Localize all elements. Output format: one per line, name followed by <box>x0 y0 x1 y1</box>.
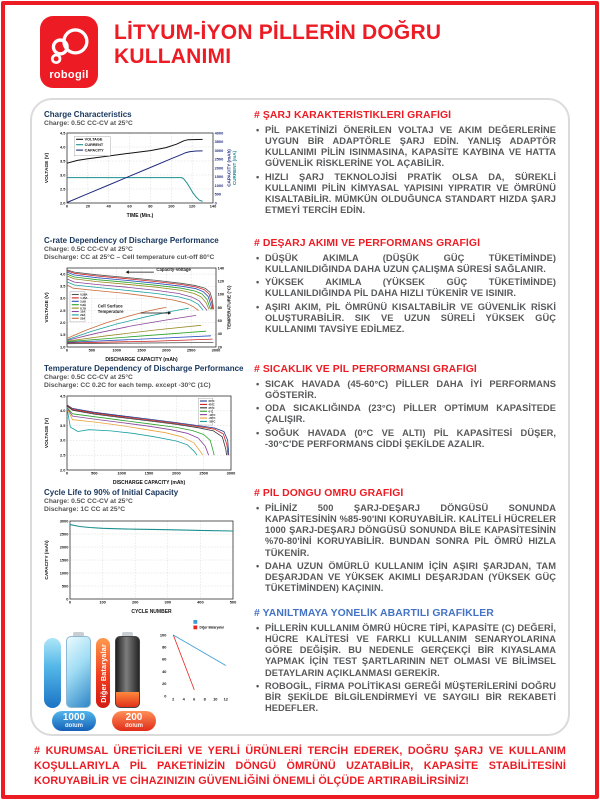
svg-text:6: 6 <box>193 696 196 702</box>
svg-text:40: 40 <box>106 203 111 209</box>
svg-text:1.0: 1.0 <box>59 344 66 350</box>
svg-text:500: 500 <box>88 347 96 353</box>
svg-text:2.0: 2.0 <box>59 319 66 325</box>
svg-text:3.0: 3.0 <box>59 295 66 301</box>
battery-body-full <box>66 636 91 708</box>
svg-text:Capacity-Voltage: Capacity-Voltage <box>156 267 191 273</box>
svg-text:1500: 1500 <box>59 557 69 563</box>
svg-text:3.5: 3.5 <box>59 158 66 164</box>
bullet: • PİLİNİZ 500 ŞARJ-DEŞARJ DÖNGÜSÜ SONUNDA KAPASİTESİNİN %85-90'INI KORUYABİLİR. KALİTELİ HÜCRELER 1000 ŞARJ-DEŞARJ DÖNGÜSÜ SONUNDA BİLE KAPASİTESİNİN %70-80'İNİ KORUYABİLİR. BUNDAN SONRA PİL ÖMRÜ HIZLA TÜKENİR. <box>265 503 556 559</box>
svg-text:8: 8 <box>203 696 206 702</box>
svg-text:0: 0 <box>66 596 69 602</box>
svg-text:1500: 1500 <box>214 174 224 180</box>
svg-text:400: 400 <box>197 599 204 605</box>
text-column <box>254 110 556 728</box>
svg-text:80: 80 <box>162 644 167 650</box>
section-discharge-current <box>254 238 556 364</box>
svg-text:140: 140 <box>209 203 217 209</box>
svg-text:VOLTAGE (V): VOLTAGE (V) <box>45 417 51 449</box>
svg-text:100: 100 <box>99 599 106 605</box>
section-heading: # ŞARJ KARAKTERİSTİKLERİ GRAFİĞİ <box>254 110 452 121</box>
page-title: LİTYUM-İYON PİLLERİN DOĞRU KULLANIMI <box>114 21 442 68</box>
svg-text:3.5: 3.5 <box>59 422 66 428</box>
svg-text:2.5: 2.5 <box>59 452 66 458</box>
svg-text:TEMPERATURE (°C): TEMPERATURE (°C) <box>226 285 232 330</box>
svg-text:200: 200 <box>131 599 139 605</box>
svg-text:0°C: 0°C <box>208 410 214 414</box>
svg-text:80: 80 <box>217 304 222 310</box>
chart-subtitle: Charge: 0.5C CC-CV at 25°C <box>44 245 133 253</box>
chart-block-charge <box>44 110 246 236</box>
svg-text:2.0: 2.0 <box>59 467 66 473</box>
bullet: • ODA SICAKLIĞINDA (23°C) PİLLER OPTİMUM KAPASİTEDE ÇALIŞIR. <box>265 403 556 425</box>
bullet: • SICAK HAVADA (45-60°C) PİLLER DAHA İYİ PERFORMANS GÖSTERİR. <box>265 379 556 401</box>
svg-text:2000: 2000 <box>214 165 224 171</box>
svg-text:2.5: 2.5 <box>59 307 66 313</box>
svg-text:25°C: 25°C <box>208 407 215 411</box>
svg-text:10: 10 <box>213 696 218 702</box>
svg-text:100: 100 <box>217 291 225 297</box>
svg-text:5,8A: 5,8A <box>80 303 86 307</box>
svg-text:3000: 3000 <box>226 470 236 476</box>
section-heading: # PİL DÖNGÜ ÖMRÜ GRAFİĞİ <box>254 488 404 499</box>
svg-text:1.5: 1.5 <box>59 332 66 338</box>
svg-text:2000: 2000 <box>162 347 171 353</box>
section-charge-characteristics <box>254 110 556 238</box>
fill-count-badges <box>44 711 246 731</box>
svg-text:1000: 1000 <box>59 570 69 576</box>
svg-text:2: 2 <box>172 696 175 702</box>
svg-text:CURRENT: CURRENT <box>84 143 104 148</box>
svg-text:12: 12 <box>223 696 228 702</box>
battery-body-low <box>115 636 140 708</box>
fill-unit: dolum <box>125 723 143 729</box>
robogil-logo <box>40 16 98 88</box>
svg-text:2,9A: 2,9A <box>80 300 86 304</box>
chart-title: C-rate Dependency of Discharge Performance <box>44 236 219 245</box>
svg-text:20: 20 <box>162 681 167 687</box>
svg-text:120: 120 <box>217 278 225 284</box>
svg-text:2.0: 2.0 <box>59 200 66 206</box>
svg-text:CAPACITY: CAPACITY <box>84 148 104 153</box>
svg-text:500: 500 <box>91 470 98 476</box>
other-batteries-label: Diğer Bataryalar <box>98 643 108 703</box>
other-battery-low <box>115 632 140 708</box>
svg-text:20: 20 <box>85 203 91 209</box>
svg-text:100: 100 <box>168 203 175 209</box>
svg-text:300: 300 <box>164 599 172 605</box>
battery-low-level <box>116 692 139 707</box>
svg-text:140: 140 <box>217 265 225 271</box>
section-heading: # DEŞARJ AKIMI VE PERFORMANS GRAFİĞİ <box>254 238 481 249</box>
svg-text:Temperature: Temperature <box>97 309 124 315</box>
content-card <box>30 98 570 736</box>
chart-title: Charge Characteristics <box>44 110 132 119</box>
svg-text:Diğer Bataryalar: Diğer Bataryalar <box>199 625 225 630</box>
svg-text:1000: 1000 <box>117 470 126 476</box>
svg-text:2000: 2000 <box>59 544 69 550</box>
svg-text:2500: 2500 <box>59 531 69 537</box>
svg-text:4.0: 4.0 <box>59 271 66 277</box>
other-fill-count-badge <box>112 711 156 731</box>
svg-text:CURRENT (mA): CURRENT (mA) <box>232 151 238 186</box>
svg-text:2.5: 2.5 <box>59 186 66 192</box>
bullet: • PİL PAKETİNİZİ ÖNERİLEN VOLTAJ VE AKIM DEĞERLERİNE UYGUN BİR ADAPTÖRLE ŞARJ EDİN. YANLIŞ ADAPTÖR KULLANIMI PİLİN ISINMASINA, KAPASİTE KAYBINA VE HATTA GÜVENLİK RİSKLERİNE YOL AÇABİLİR. <box>265 125 556 170</box>
svg-text:3000: 3000 <box>59 518 69 524</box>
chart-subtitle: Charge: 0.5C CC-CV at 25°C <box>44 119 133 127</box>
fill-unit: dolum <box>65 723 83 729</box>
svg-text:0: 0 <box>164 693 167 699</box>
svg-text:40: 40 <box>217 331 222 337</box>
svg-text:VOLTAGE (V): VOLTAGE (V) <box>45 153 51 184</box>
fill-count: 1000 <box>62 712 86 723</box>
fill-count: 200 <box>125 712 143 723</box>
svg-text:0: 0 <box>65 203 69 209</box>
chart-subtitle: Discharge: 1C CC at 25°C <box>44 506 126 514</box>
svg-text:4.0: 4.0 <box>59 408 66 414</box>
robogil-logo-icon <box>46 24 92 68</box>
bullet: • HIZLI ŞARJ TEKNOLOJİSİ PRATİK OLSA DA, SÜREKLİ KULLANIMI PİLİN KİMYASAL YAPISINI YIPRATIR VE ÖMRÜNÜ KISALTABİLİR. MÜMKÜN OLDUĞUNCA STANDART HIZDA ŞARJ ETMEYİ TERCİH EDİN. <box>265 172 556 217</box>
svg-text:TIME (Min.): TIME (Min.) <box>126 213 154 219</box>
svg-text:20A: 20A <box>80 314 86 318</box>
svg-text:500: 500 <box>214 191 222 197</box>
svg-text:-30°C: -30°C <box>208 420 216 424</box>
svg-text:3000: 3000 <box>214 148 224 154</box>
svg-text:1,45A: 1,45A <box>80 297 88 301</box>
temperature-discharge-chart <box>44 393 239 485</box>
chart-subtitle: Charge: 0.5C CC-CV at 25°C <box>44 497 133 505</box>
robogil-battery-full <box>66 632 91 708</box>
svg-text:Cell Surface: Cell Surface <box>97 303 123 309</box>
svg-text:15A: 15A <box>80 310 86 314</box>
chart-title: Cycle Life to 90% of Initial Capacity <box>44 488 179 497</box>
crate-discharge-chart <box>44 265 239 362</box>
charts-column <box>44 110 246 728</box>
svg-text:0: 0 <box>214 200 217 206</box>
cycle-life-chart <box>44 517 239 614</box>
svg-text:VOLTAGE: VOLTAGE <box>84 137 103 142</box>
battery-illustrations <box>44 624 246 708</box>
bullet: • SOĞUK HAVADA (0°C VE ALTI) PİL KAPASİTESİ DÜŞER, -30°C'DE PERFORMANS CİDDİ ŞEKİLDE AZALIR. <box>265 428 556 450</box>
svg-text:60: 60 <box>162 656 167 662</box>
svg-text:80: 80 <box>148 203 153 209</box>
svg-text:60: 60 <box>217 317 222 323</box>
robogil-battery-capsule <box>44 638 61 708</box>
svg-text:CAPACITY (mAh): CAPACITY (mAh) <box>45 540 51 580</box>
svg-text:20: 20 <box>217 344 222 350</box>
svg-text:0: 0 <box>68 599 72 605</box>
chart-subtitle: Discharge: CC 0.2C for each temp. except -30°C (1C) <box>44 382 211 390</box>
section-heading: # SICAKLIK VE PİL PERFORMANSI GRAFİĞİ <box>254 364 477 375</box>
footer-note: # KURUMSAL ÜRETİCİLERİ VE YERLİ ÜRÜNLERİ TERCİH EDEREK, DOĞRU ŞARJ VE KULLANIM KOŞULLARIYLA PİL PAKETİNİZİN DÖNGÜ ÖMRÜNÜ UZATABİLİR, KAPASİTE STABİLİTESİNİ KORUYABİLİR VE CİHAZINIZIN GÜVENLİĞİNİ ÖNEMLİ ÖLÇÜDE ARTIRABİLİRSİNİZ! <box>34 745 566 788</box>
svg-text:DISCHARGE CAPACITY (mAh): DISCHARGE CAPACITY (mAh) <box>105 356 178 362</box>
chart-subtitle: Charge: 0.5C CC-CV at 25°C <box>44 373 133 381</box>
svg-text:120: 120 <box>188 203 196 209</box>
svg-text:2500: 2500 <box>214 156 224 162</box>
logo-text: robogil <box>49 68 89 81</box>
svg-text:3.0: 3.0 <box>59 172 66 178</box>
bullet: • DÜŞÜK AKIMLA (DÜŞÜK GÜÇ TÜKETİMİNDE) KULLANILDIĞINDA DAHA UZUN ÇALIŞMA SÜRESİ SAĞLANIR. <box>265 253 556 275</box>
svg-text:1000: 1000 <box>112 347 121 353</box>
svg-text:VOLTAGE (V): VOLTAGE (V) <box>45 292 51 323</box>
section-temperature-performance <box>254 364 556 488</box>
svg-text:4.5: 4.5 <box>59 393 66 399</box>
chart-block-cycle-life <box>44 488 246 616</box>
bullet: • DAHA UZUN ÖMÜRLÜ KULLANIM İÇİN AŞIRI ŞARJDAN, TAM DEŞARJDAN VE YÜKSEK AKIMLI DEŞARJDAN (YÜKSEK GÜÇ TÜKETİMİNDEN) KAÇININ. <box>265 561 556 594</box>
svg-text:0,58A: 0,58A <box>80 293 88 297</box>
chart-block-crate <box>44 236 246 364</box>
battery-comparison <box>44 616 246 731</box>
svg-text:1000: 1000 <box>214 183 224 189</box>
svg-text:500: 500 <box>229 599 237 605</box>
svg-text:40: 40 <box>162 668 167 674</box>
section-heading: # YANILTMAYA YÖNELİK ABARTILI GRAFİKLER <box>254 608 494 619</box>
svg-text:100: 100 <box>159 632 167 638</box>
svg-text:2500: 2500 <box>186 347 196 353</box>
bullet: • PİLLERİN KULLANIM ÖMRÜ HÜCRE TİPİ, KAPASİTE (C) DEĞERİ, HÜCRE KALİTESİ VE FARKLI KULLANIM SENARYOLARINA GÖRE DEĞİŞİR. BU NEDENLE GERÇEKÇİ BİR KIYASLAMA YAPMAK İÇİN TEST ŞARTLARININ NET OLMASI VE BİLİMSEL DETAYLARIN AÇIKLANMASI GEREKİR. <box>265 623 556 679</box>
svg-text:3000: 3000 <box>211 347 221 353</box>
svg-text:0: 0 <box>65 347 69 353</box>
svg-text:1500: 1500 <box>137 347 146 353</box>
bullet: • ROBOGİL, FİRMA POLİTİKASI GEREĞİ MÜŞTERİLERİNİ DOĞRU BİR ŞEKİLDE BİLGİLENDİRMEYİ VE SAYGILI BİR REKABETİ HEDEFLER. <box>265 681 556 714</box>
svg-text:500: 500 <box>61 583 69 589</box>
svg-text:0: 0 <box>65 470 69 476</box>
svg-text:45°C: 45°C <box>208 403 215 407</box>
svg-text:2000: 2000 <box>172 470 181 476</box>
svg-text:CYCLE NUMBER: CYCLE NUMBER <box>131 608 172 614</box>
other-batteries-label-capsule <box>96 638 110 708</box>
svg-text:3.0: 3.0 <box>59 437 66 443</box>
svg-text:60°C: 60°C <box>208 400 215 404</box>
svg-text:DISCHARGE CAPACITY (mAh): DISCHARGE CAPACITY (mAh) <box>112 479 186 485</box>
svg-text:4: 4 <box>182 696 185 702</box>
svg-text:4.5: 4.5 <box>59 130 66 136</box>
svg-text:3.5: 3.5 <box>59 283 66 289</box>
section-cycle-life <box>254 488 556 608</box>
svg-text:8,7A: 8,7A <box>80 307 86 311</box>
svg-text:60: 60 <box>127 203 132 209</box>
svg-text:25A: 25A <box>80 317 86 321</box>
svg-text:-10°C: -10°C <box>208 413 216 417</box>
robogil-fill-count-badge <box>52 711 96 731</box>
bullet: • YÜKSEK AKIMLA (YÜKSEK GÜÇ TÜKETİMİNDE) KULLANILDIĞINDA PİL DAHA HIZLI TÜKENİR VE ISINIR. <box>265 277 556 299</box>
chart-block-temperature <box>44 364 246 488</box>
svg-text:CAPACITY (mAh): CAPACITY (mAh) <box>226 149 232 188</box>
svg-text:3500: 3500 <box>214 139 224 145</box>
svg-text:1500: 1500 <box>144 470 154 476</box>
svg-text:4000: 4000 <box>214 130 224 136</box>
section-misleading-charts <box>254 608 556 716</box>
charge-characteristics-chart <box>44 130 239 218</box>
chart-subtitle: Discharge: CC at 25°C – Cell temperature cut-off 80°C <box>44 254 215 262</box>
chart-title: Temperature Dependency of Discharge Performance <box>44 364 244 373</box>
svg-text:2500: 2500 <box>199 470 208 476</box>
svg-text:4.0: 4.0 <box>59 144 66 150</box>
battery-life-comparison-chart <box>155 616 237 708</box>
bullet: • AŞIRI AKIM, PİL ÖMRÜNÜ KISALTABİLİR VE GÜVENLİK RİSKİ OLUŞTURABİLİR. SIK VE UZUN SÜRELİ YÜKSEK GÜÇ KULLANIMI TAVSİYE EDİLMEZ. <box>265 302 556 335</box>
svg-text:-20°C: -20°C <box>208 417 216 421</box>
